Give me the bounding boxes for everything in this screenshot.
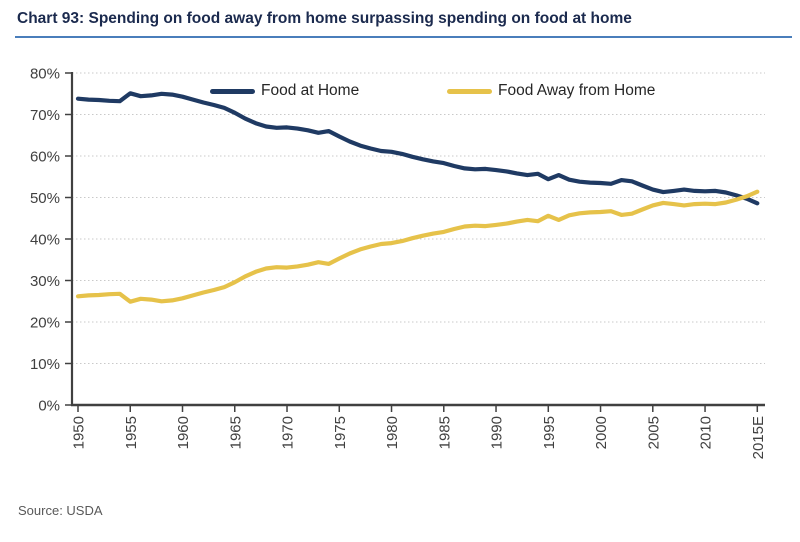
x-tick-label: 1995 [540,416,558,450]
food-away-from-home-line-swatch [447,89,492,94]
y-tick-label: 50% [29,190,60,207]
x-tick-label: 1970 [279,416,297,450]
x-tick-label: 1990 [488,416,506,450]
x-tick-label: 1980 [384,416,402,450]
y-tick-label: 60% [29,148,60,166]
x-tick-label: 1965 [227,416,245,450]
legend-label-food-away-from-home: Food Away from Home [498,82,656,99]
legend-label-food-at-home: Food at Home [261,82,360,99]
x-tick-label: 2015E [749,416,767,460]
food-away-from-home-line [78,192,757,302]
y-tick-label: 0% [38,397,60,415]
food-at-home-line-swatch [210,89,255,94]
y-tick-label: 20% [29,314,60,332]
x-tick-label: 1960 [175,416,193,450]
x-tick-label: 1955 [122,416,140,450]
y-tick-label: 10% [29,356,60,373]
chart-title: Chart 93: Spending on food away from home surpassing spending on food at home [17,10,632,27]
y-tick-label: 30% [29,273,60,290]
x-tick-label: 2010 [697,416,715,450]
x-tick-label: 1985 [436,416,454,450]
y-tick-label: 70% [29,107,60,124]
legend-item-food-at-home [210,82,359,100]
y-tick-label: 40% [29,231,60,249]
food-at-home-line [78,93,757,203]
legend-item-food-away-from-home [447,82,655,100]
x-tick-label: 2005 [645,416,663,450]
x-tick-label: 1975 [331,416,349,450]
x-tick-label: 2000 [593,416,611,450]
source-note: Source: USDA [18,503,103,518]
y-tick-label: 80% [29,65,60,83]
x-tick-label: 1950 [70,416,88,450]
